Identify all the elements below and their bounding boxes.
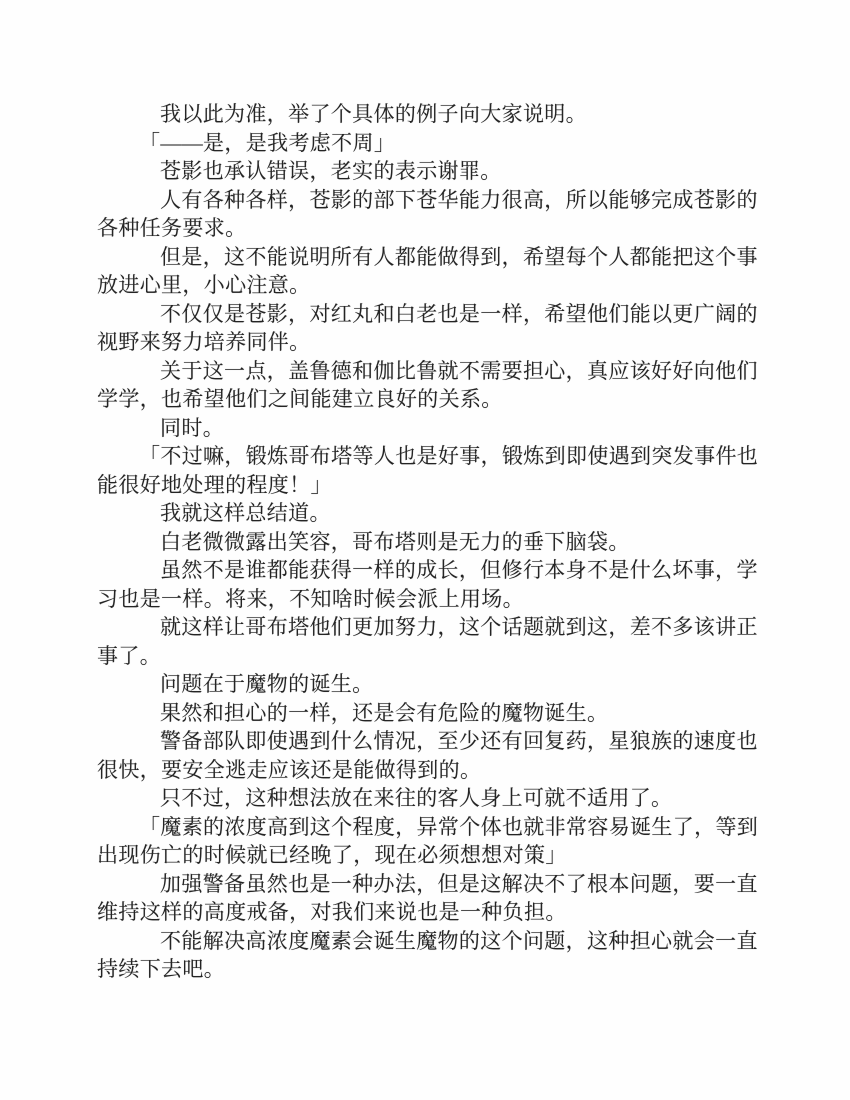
paragraph: 问题在于魔物的诞生。 xyxy=(160,672,374,696)
paragraph: 「——是，是我考虑不周」 xyxy=(139,130,396,155)
novel-text-block xyxy=(97,100,765,984)
paragraph: 不仅仅是苍影，对红丸和白老也是一样，希望他们能以更广阔的视野来努力培养同伴。 xyxy=(97,301,758,354)
paragraph: 果然和担心的一样，还是会有危险的魔物诞生。 xyxy=(160,700,609,725)
paragraph: 白老微微露出笑容，哥布塔则是无力的垂下脑袋。 xyxy=(160,529,630,554)
paragraph: 人有各种各样，苍影的部下苍华能力很高，所以能够完成苍影的各种任务要求。 xyxy=(97,187,758,240)
paragraph: 只不过，这种想法放在来往的客人身上可就不适用了。 xyxy=(160,786,673,810)
paragraph: 但是，这不能说明所有人都能做得到，希望每个人都能把这个事放进心里，小心注意。 xyxy=(97,244,758,297)
paragraph: 不能解决高浓度魔素会诞生魔物的这个问题，这种担心就会一直持续下去吧。 xyxy=(97,928,758,981)
paragraph: 我以此为准，举了个具体的例子向大家说明。 xyxy=(160,102,587,126)
paragraph: 我就这样总结道。 xyxy=(160,501,331,525)
paragraph: 关于这一点，盖鲁德和伽比鲁就不需要担心，真应该好好向他们学学，也希望他们之间能建立良好的关系。 xyxy=(97,358,758,411)
paragraph: 就这样让哥布塔他们更加努力，这个话题就到这，差不多该讲正事了。 xyxy=(97,615,758,668)
paragraph: 苍影也承认错误，老实的表示谢罪。 xyxy=(160,159,502,183)
paragraph: 加强警备虽然也是一种办法，但是这解决不了根本问题，要一直维持这样的高度戒备，对我们来说也是一种负担。 xyxy=(97,871,758,924)
paragraph: 「不过嘛，锻炼哥布塔等人也是好事，锻炼到即使遇到突发事件也能很好地处理的程度！」 xyxy=(97,444,759,497)
paragraph: 虽然不是谁都能获得一样的成长，但修行本身不是什么坏事，学习也是一样。将来，不知啥时候会派上用场。 xyxy=(97,558,758,611)
paragraph: 同时。 xyxy=(160,415,225,440)
paragraph: 「魔素的浓度高到这个程度，异常个体也就非常容易诞生了，等到出现伤亡的时候就已经晚了，现在必须想想对策」 xyxy=(97,814,759,867)
paragraph: 警备部队即使遇到什么情况，至少还有回复药，星狼族的速度也很快，要安全逃走应该还是能做得到的。 xyxy=(97,729,758,782)
